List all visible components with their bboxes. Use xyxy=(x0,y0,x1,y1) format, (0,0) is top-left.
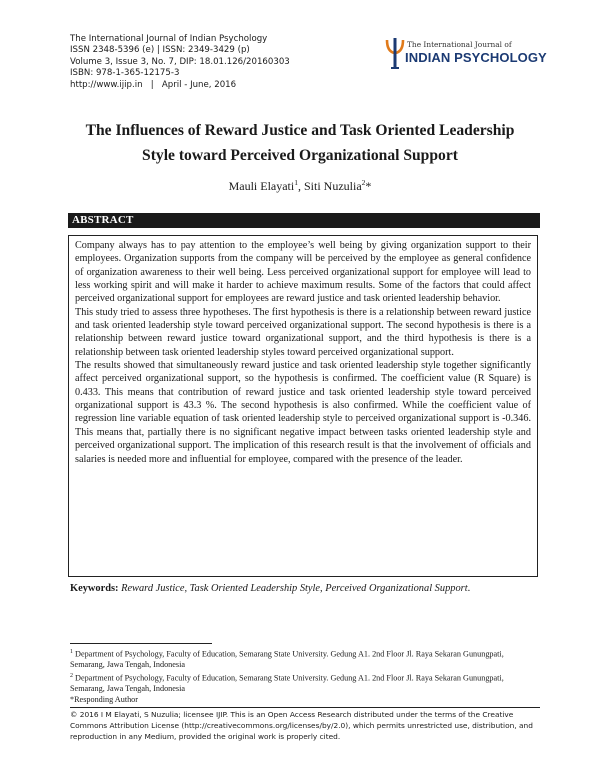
footnote-2 xyxy=(70,671,540,695)
psi-trident-icon xyxy=(385,36,405,70)
footnote-divider xyxy=(70,643,212,644)
abstract-heading-bar xyxy=(68,213,540,228)
author-separator: , xyxy=(297,179,304,193)
volume-line: Volume 3, Issue 3, No. 7, DIP: 18.01.126/20160303 xyxy=(70,56,290,67)
footnote-1-text: Department of Psychology, Faculty of Education, Semarang State University. Gedung A1. 2nd Floor Jl. Raya Sekaran Gunungpati, Semarang, Jawa Tengah, Indonesia xyxy=(70,649,504,670)
journal-url[interactable]: http://www.ijip.in xyxy=(70,79,143,90)
footnote-2-number: 2 xyxy=(70,672,73,679)
title-line-1: The Influences of Reward Justice and Task Oriented Leadership xyxy=(85,122,515,139)
title-line-2: Style toward Perceived Organizational Support xyxy=(142,147,458,164)
issue-date: April - June, 2016 xyxy=(161,79,237,90)
url-date-line xyxy=(70,80,400,91)
footnote-2-text: Department of Psychology, Faculty of Education, Semarang State University. Gedung A1. 2nd Floor Jl. Raya Sekaran Gunungpati, Semarang, Jawa Tengah, Indonesia xyxy=(70,673,504,694)
keywords-text: Reward Justice, Task Oriented Leadership Style, Perceived Organizational Support xyxy=(121,583,468,594)
isbn-line: ISBN: 978-1-365-12175-3 xyxy=(70,68,180,79)
author-2-affiliation: 2 xyxy=(361,178,366,187)
abstract-paragraph: This study tried to assess three hypotheses. The first hypothesis is there is a relationship between reward justice and task oriented leadership style toward perceived organizational support. The second hypothesis is there is a relationship between reward justice toward organizational support, and the third hypothesis is there is a relationship between task oriented leadership styles toward perceived organizational support. xyxy=(75,306,531,358)
separator: | xyxy=(150,79,154,90)
abstract-paragraph: Company always has to pay attention to the employee’s well being by giving organization support to their employees. Organization supports from the company will be perceived by the employee as general confidence of organization awareness to their well being. Less perceived organizational support for employee will lead to less working spirit and will make it harder to achieve maximum results. Some of the factors that could affect perceived organizational support for employees are reward justice and task oriented leadership behavior. xyxy=(75,240,531,305)
issn-line: ISSN 2348-5396 (e) | ISSN: 2349-3429 (p) xyxy=(70,45,250,56)
abstract-heading: ABSTRACT xyxy=(72,214,134,226)
logo-title: INDIAN PSYCHOLOGY xyxy=(405,50,547,65)
logo-subtitle: The International Journal of xyxy=(407,40,512,49)
corresponding-mark: * xyxy=(365,179,372,193)
abstract-body xyxy=(68,235,538,577)
abstract-paragraph: The results showed that simultaneously reward justice and task oriented leadership style together significantly affect perceived organizational support, so the hypothesis is confirmed. The coefficient value (R Square) is 0.433. This means that contribution of reward justice and task oriented leadership style toward perceived organizational support is 43.3 %. The second hypothesis is also confirmed. While the coefficient value of regression line variable equation of task oriented leadership style to perceived organizational support is -0.346. This means that, partially there is no significant negative impact between tasks oriented leadership style and perceived organizational support. The implication of this research result is that the involvement of officials and salaries is needed more and influential for employee, compared with the presence of the leader. xyxy=(75,360,531,465)
keywords-label: Keywords: xyxy=(70,583,119,594)
author-1: Mauli Elayati xyxy=(228,179,295,193)
license-notice: © 2016 I M Elayati, S Nuzulia; licensee IJIP. This is an Open Access Research distributed under the terms of the Creative Commons Attribution License (http://creativecommons.org/licenses/by/2.0), which permits unrestricted use, distribution, and reproduction in any Medium, provided the original work is properly cited. xyxy=(70,707,540,742)
author-1-affiliation: 1 xyxy=(294,178,298,187)
journal-header-meta xyxy=(70,34,400,91)
responding-author: *Responding Author xyxy=(70,694,139,704)
keywords-end: . xyxy=(467,583,471,594)
author-list xyxy=(60,178,540,194)
keywords xyxy=(70,583,540,594)
footnote-1-number: 1 xyxy=(70,649,73,655)
author-2: Siti Nuzulia xyxy=(303,179,362,193)
journal-logo xyxy=(385,36,547,72)
footnote-1 xyxy=(70,647,540,671)
journal-name: The International Journal of Indian Psychology xyxy=(70,34,268,44)
footnotes xyxy=(70,647,540,705)
paper-title xyxy=(60,118,540,168)
